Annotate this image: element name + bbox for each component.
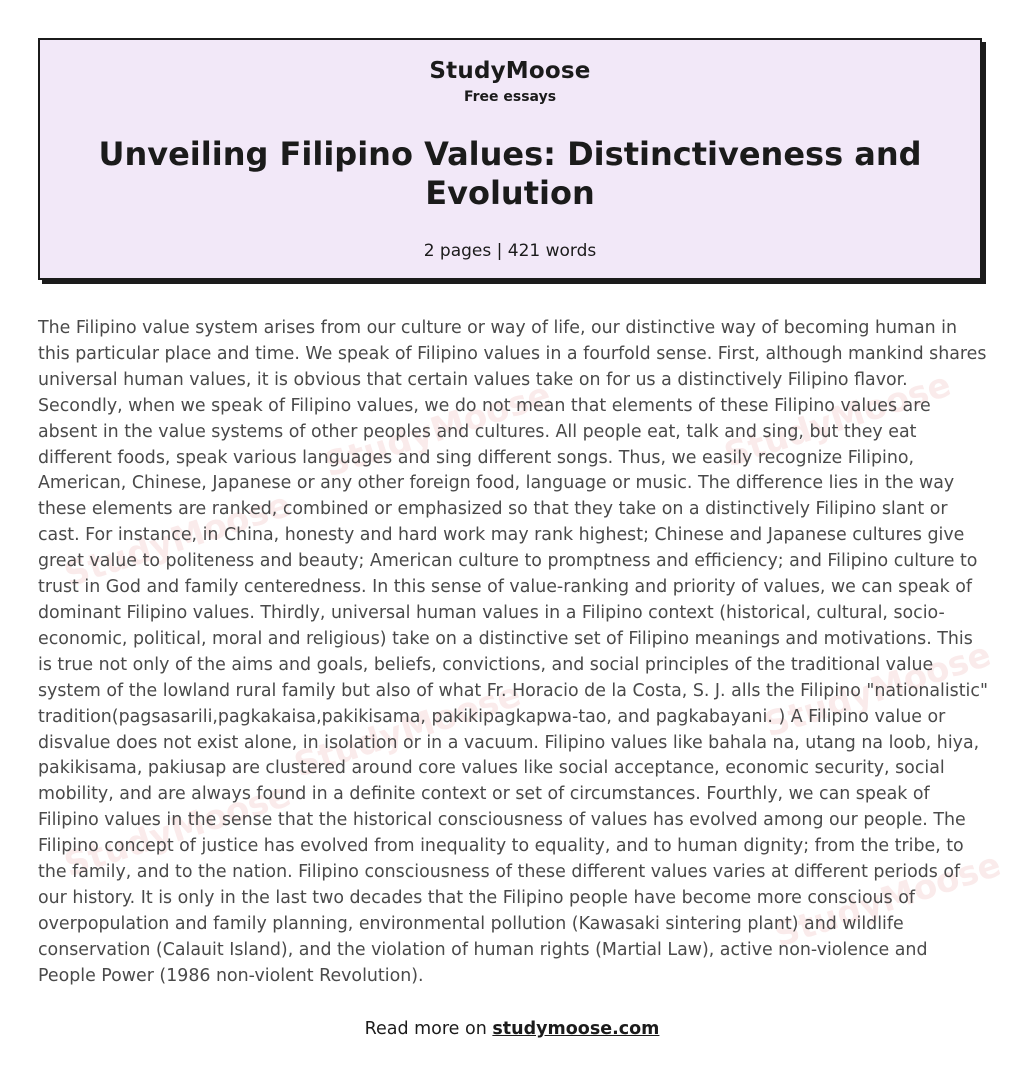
watermark-text: StudyMoose <box>59 774 296 886</box>
watermark-text: StudyMoose <box>769 844 1006 956</box>
essay-header-card <box>38 38 982 280</box>
brand-tagline: Free essays <box>463 89 557 105</box>
watermark-text: StudyMoose <box>719 364 956 476</box>
watermark-text: StudyMoose <box>759 634 996 746</box>
watermark-text: StudyMoose <box>289 674 526 786</box>
essay-meta: 2 pages | 421 words <box>423 241 597 261</box>
brand-logo[interactable]: StudyMoose <box>429 58 591 84</box>
watermark-text: StudyMoose <box>319 374 556 486</box>
studymoose-link[interactable]: studymoose.com <box>492 1019 660 1039</box>
read-more-footer <box>0 1019 1024 1039</box>
read-more-prefix: Read more on <box>364 1019 493 1039</box>
essay-title: Unveiling Filipino Values: Distinctiveness and Evolution <box>98 135 922 212</box>
essay-body: The Filipino value system arises from our culture or way of life, our distinctive way of becoming human in this particular place and time. We speak of Filipino values in a fourfold sense. First, although mankind shares universal human values, it is obvious that certain values take on for us a distinctively Filipino flavor. Secondly, when we speak of Filipino values, we do not mean that elements of these Filipino values are absent in the value systems of other peoples and cultures. All people eat, talk and sing, but they eat different foods, speak various languages and sing different songs. Thus, we easily recognize Filipino, American, Chinese, Japanese or any other foreign food, language or music. The difference lies in the way these elements are ranked, combined or emphasized so that they take on a distinctively Filipino slant or cast. For instance, in China, honesty and hard work may rank highest; Chinese and Japanese cultures give great value to politeness and beauty; American culture to promptness and efficiency; and Filipino culture to trust in God and family centeredness. In this sense of value-ranking and priority of values, we can speak of dominant Filipino values. Thirdly, universal human values in a Filipino context (historical, cultural, socio-economic, political, moral and religious) take on a distinctive set of Filipino meanings and motivations. This is true not only of the aims and goals, beliefs, convictions, and social principles of the traditional value system of the lowland rural family but also of what Fr. Horacio de la Costa, S. J. alls the Filipino "nationalistic" tradition(pagsasarili,pagkakaisa,pakikisama, pakikipagkapwa-tao, and pagkabayani. ) A Filipino value or disvalue does not exist alone, in isolation or in a vacuum. Filipino values like bahala na, utang na loob, hiya, pakikisama, pakiusap are clustered around core values like social acceptance, economic security, social mobility, and are always found in a definite context or set of circumstances. Fourthly, we can speak of Filipino values in the sense that the historical consciousness of values has evolved among our people. The Filipino concept of justice has evolved from inequality to equality, and to human dignity; from the tribe, to the family, and to the nation. Filipino consciousness of these different values varies at different periods of our history. It is only in the last two decades that the Filipino people have become more conscious of overpopulation and family planning, environmental pollution (Kawasaki sintering plant) and wildlife conservation (Calauit Island), and the violation of human rights (Martial Law), active non-violence and People Power (1986 non-violent Revolution). <box>38 318 988 986</box>
watermark-text: StudyMoose <box>59 484 296 596</box>
